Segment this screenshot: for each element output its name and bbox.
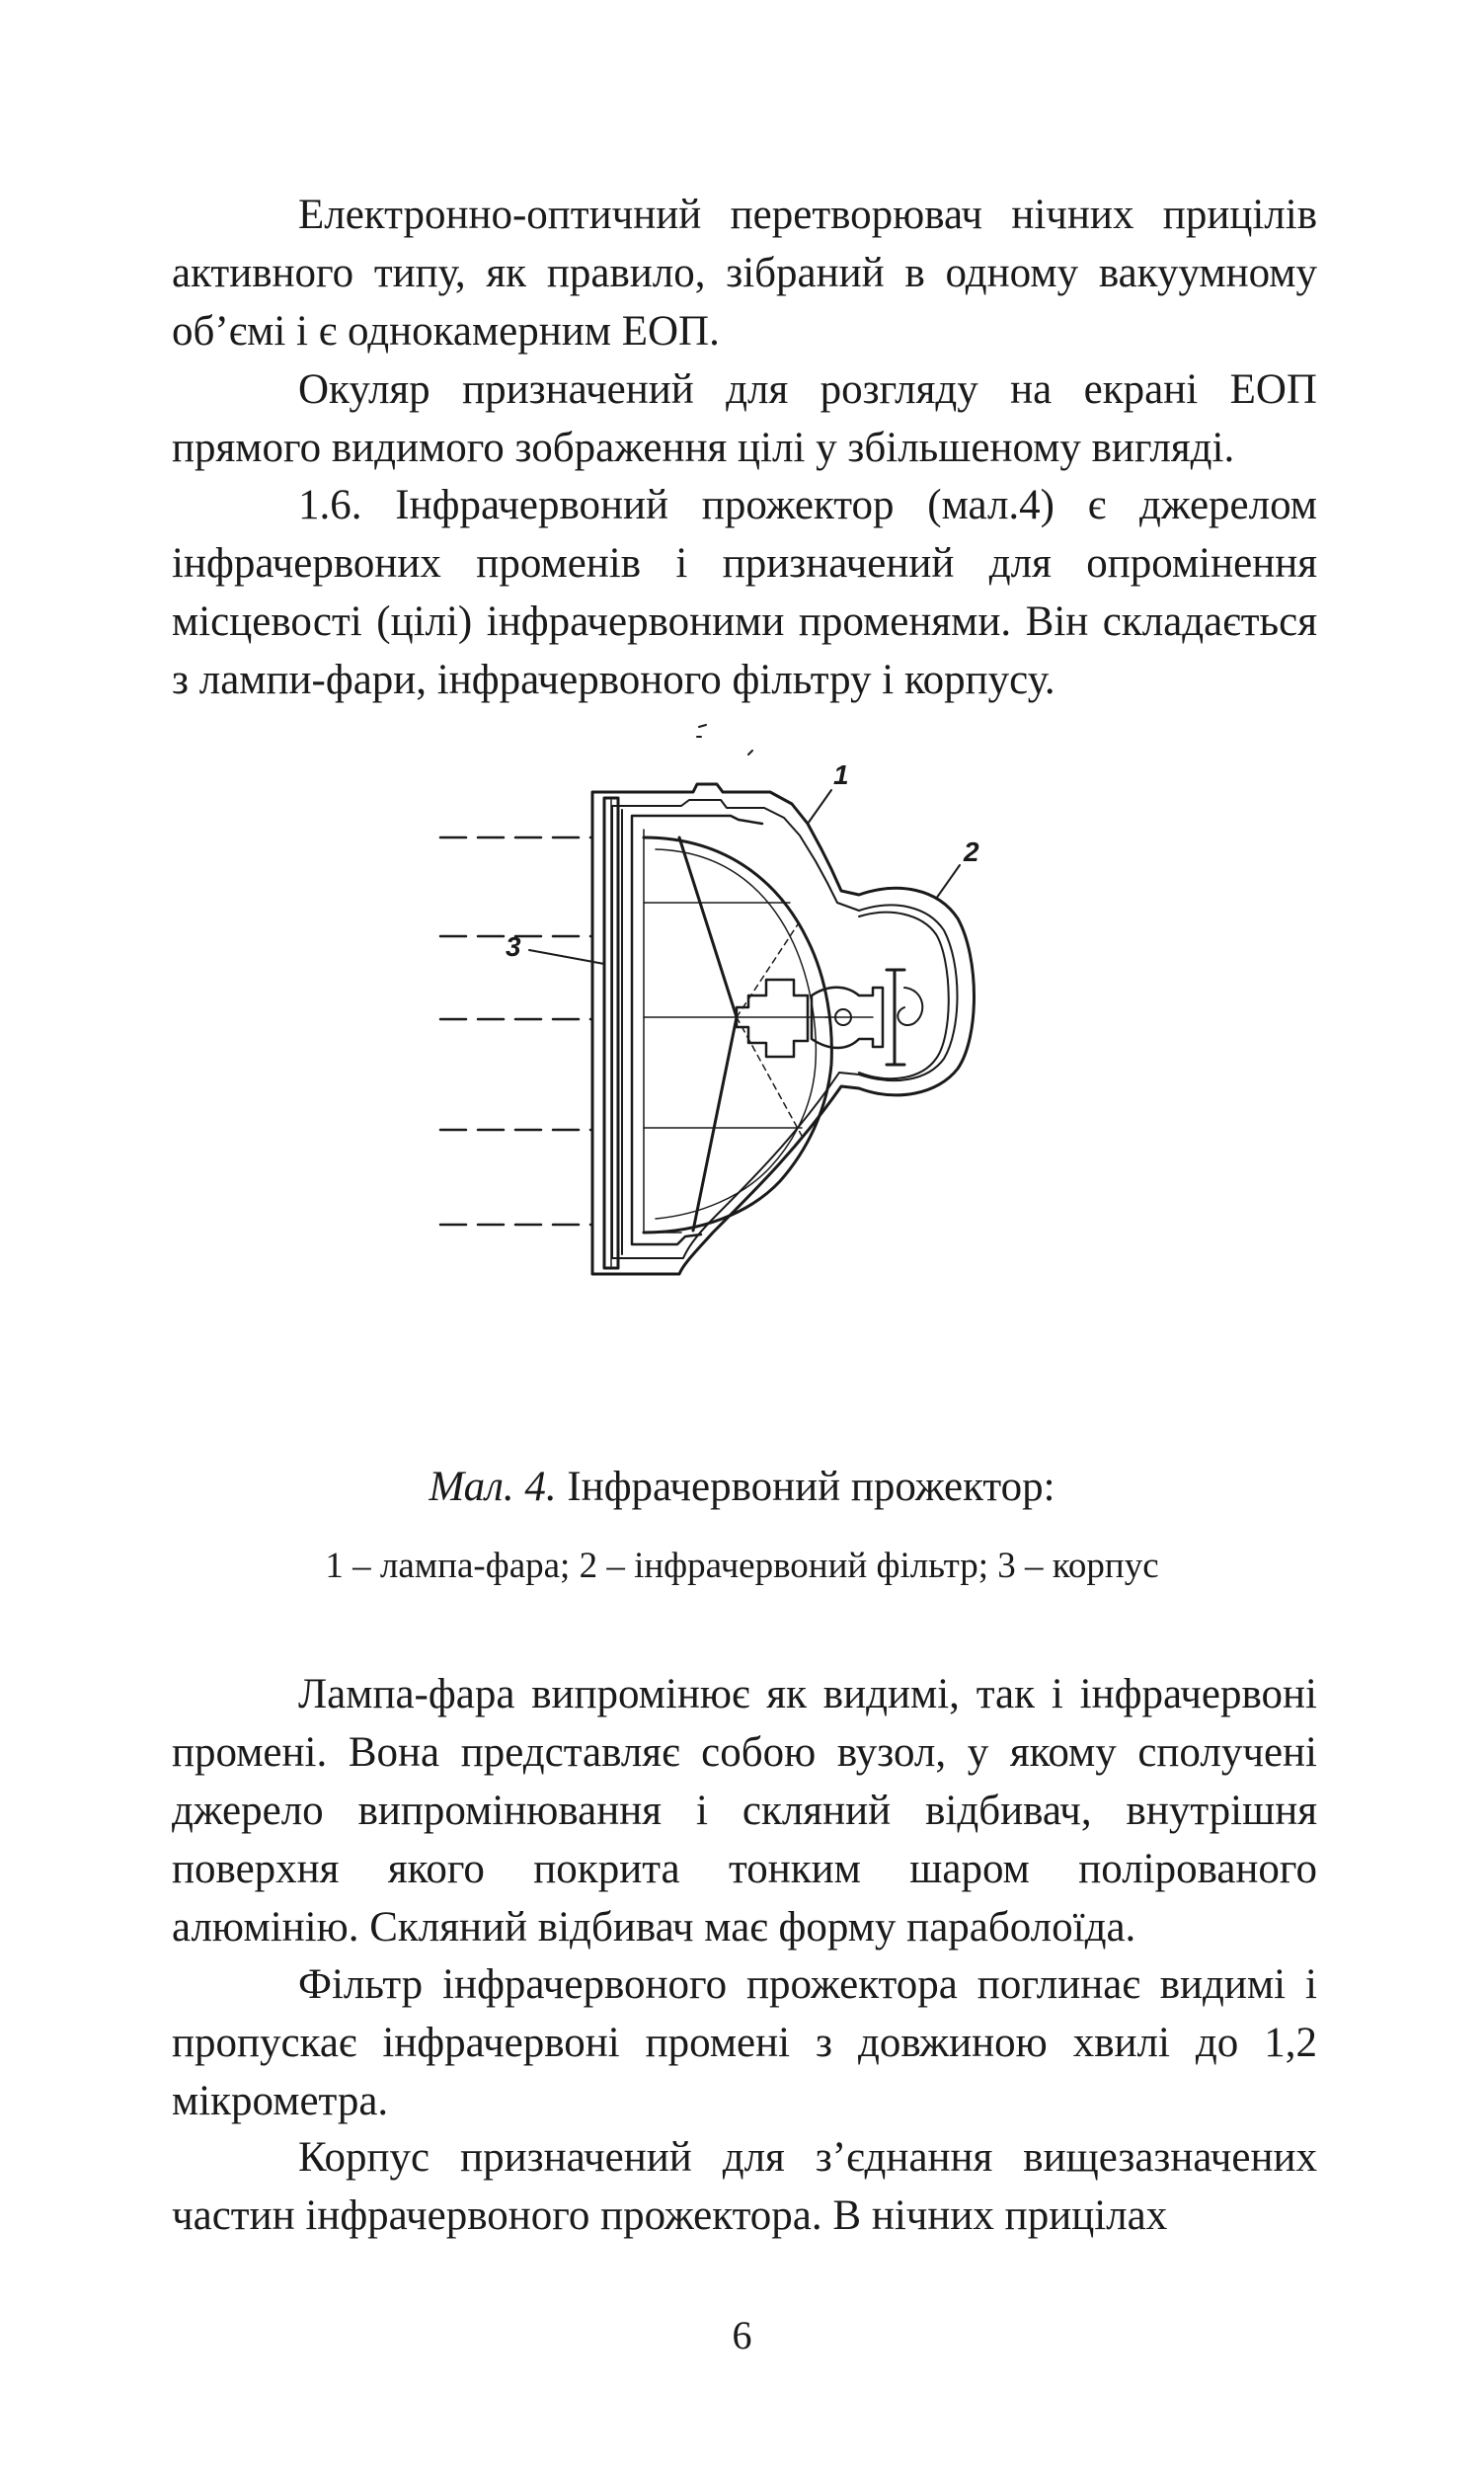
label-3: 3 bbox=[506, 931, 521, 962]
figure-caption bbox=[0, 1460, 1484, 1515]
page-number: 6 bbox=[732, 2313, 752, 2357]
paragraph-housing: Корпус призначений для з’єднання вищезазначених частин інфрачервоного прожектора. В нічних прицілах bbox=[172, 2134, 1317, 2239]
paragraph-eyepiece: Окуляр призначений для розгляду на екрані ЕОП прямого видимого зображення цілі у збільшеному вигляді. bbox=[172, 366, 1317, 471]
lamp-socket bbox=[737, 980, 808, 1057]
leader-1 bbox=[808, 790, 831, 824]
label-2: 2 bbox=[964, 836, 979, 867]
caption-prefix: Мал. 4. bbox=[429, 1464, 557, 1510]
stray-mark bbox=[697, 725, 752, 755]
caption-title: Інфрачервоний прожектор: bbox=[556, 1464, 1055, 1510]
ir-rays bbox=[440, 837, 592, 1225]
figure-legend: 1 – лампа-фара; 2 – інфрачервоний фільтр; 3 – корпус bbox=[325, 1546, 1159, 1586]
reflector bbox=[644, 837, 831, 1233]
paragraph-lamp: Лампа-фара випромінює як видимі, так і інфрачервоні промені. Вона представляє собою вузол, у якому сполучені джерело випромінювання і скляний відбивач, внутрішня поверхня якого покрита тонким шаром полірованого алюмінію. Скляний відбивач має форму параболоїда. bbox=[172, 1671, 1317, 1951]
label-1: 1 bbox=[833, 759, 849, 790]
paragraph-filter: Фільтр інфрачервоного прожектора поглинає видимі і пропускає інфрачервоні промені з довжиною хвилі до 1,2 мікрометра. bbox=[172, 1961, 1317, 2124]
ir-projector-diagram bbox=[434, 721, 1066, 1373]
lamp-headlight-frame bbox=[632, 816, 762, 1244]
paragraph-ir-projector: 1.6. Інфрачервоний прожектор (мал.4) є джерелом інфрачервоних променів і призначений для опромінення місцевості (цілі) інфрачервоними променями. Він складається з лампи-фари, інфрачервоного фільтру і корпусу. bbox=[172, 482, 1317, 703]
paragraph-eop: Електронно-оптичний перетворювач нічних прицілів активного типу, як правило, зібраний в одному вакуумному об’ємі і є однокамерним ЕОП. bbox=[172, 192, 1317, 355]
housing-inner bbox=[612, 800, 958, 1258]
leader-2 bbox=[936, 865, 960, 899]
housing-outline bbox=[592, 784, 975, 1274]
figure-ir-projector bbox=[434, 721, 1066, 1373]
